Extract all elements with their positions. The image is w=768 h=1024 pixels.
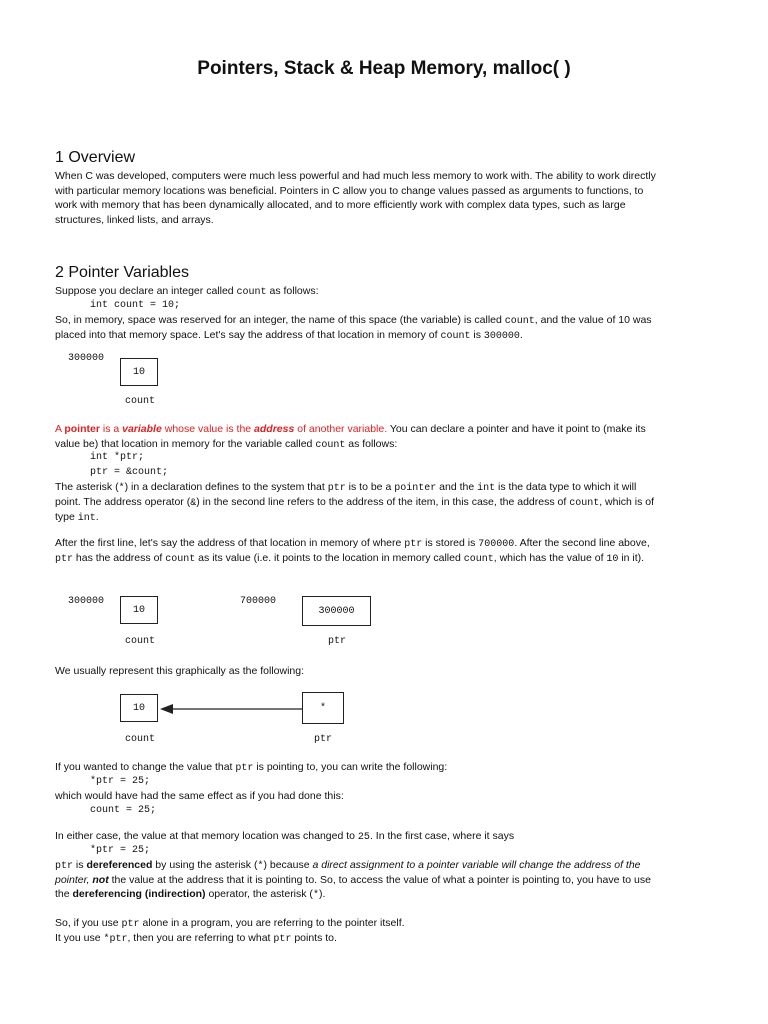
definition-term-pointer: pointer [64,423,100,435]
paragraph-text: After the first line, let's say the address of that location in memory of where [55,537,405,549]
diagram2-ptr-box: 300000 [302,596,371,626]
code-line: int *ptr; [90,452,145,464]
definition-text: whose value is the [161,423,255,435]
inline-code: 10 [606,553,619,565]
inline-code: ptr [121,919,140,930]
overview-paragraph [55,169,715,227]
paragraph-text: . In the first case, where it says [369,830,515,842]
italic-text: pointer, [55,873,93,886]
paragraph-text: is [73,859,87,872]
paragraph-text: is to be a [345,481,395,494]
paragraph-text: In either case, the value at that memory location was changed to [55,830,358,842]
intro-text: Suppose you declare an integer called [55,285,237,297]
paragraph-text: is [470,328,484,341]
paragraph-text: ) because [263,859,313,872]
paragraph-text: and the [436,481,478,494]
diagram2-ptr-address: 700000 [240,596,277,607]
inline-code: count [569,497,600,509]
definition-term-address: address [254,423,295,435]
inline-code: 700000 [478,539,515,550]
bold-italic-term: not [92,873,109,886]
definition-text: of another variable. [294,423,388,435]
intro-text-end: as follows: [266,285,319,297]
final-paragraph [55,916,715,945]
paragraph-text: type [55,510,78,523]
code-line: *ptr = 25; [90,775,151,787]
paragraph-text: operator, the asterisk ( [205,888,313,901]
inline-code: ptr [55,553,74,565]
paragraph-text: points to. [291,931,337,944]
paragraph-text: If you wanted to change the value that [55,761,236,773]
either-paragraph [55,829,715,902]
paragraph-text: , which has the value of [493,551,607,564]
inline-code: ptr [235,763,254,774]
diagram2-count-address: 300000 [68,596,105,607]
overview-line: structures, linked lists, and arrays. [55,213,214,226]
definition-text: A [55,423,65,435]
definition-text: is a [99,423,123,435]
inline-code: count [315,439,346,451]
bold-term: dereferencing (indirection) [72,888,206,901]
diagram3-count-box: 10 [120,694,158,722]
paragraph-text: is pointing to, you can write the following: [253,761,448,773]
paragraph-text: as follows: [345,437,398,450]
paragraph-text: ). [318,888,326,901]
bold-term: dereferenced [86,859,153,872]
inline-code: 300000 [483,330,520,342]
paragraph-text: has the address of [73,551,166,564]
diagram1-count-label: count [125,396,156,407]
inline-code: int [77,512,96,524]
italic-text: a direct assignment to a pointer variable will change the address of the [312,859,641,872]
paragraph-text: is the data type to which it will [495,481,637,494]
inline-code: *ptr [103,933,128,945]
paragraph-text: as its value (i.e. it points to the location in memory called [195,551,464,564]
overview-line: with particular memory locations was beneficial. Pointers in C allow you to change values passed as arguments to functions, to [55,184,644,197]
intro-paragraph [55,284,715,342]
inline-code: * [118,483,125,495]
section-overview-heading: 1 Overview [55,149,136,166]
inline-code: & [190,497,197,509]
inline-code: pointer [394,483,437,495]
section-pointer-variables-heading: 2 Pointer Variables [55,264,189,281]
usually-text: We usually represent this graphically as the following: [55,665,305,677]
paragraph-text: , and the value of 10 was [534,314,652,327]
paragraph-text: ) in the second line refers to the address of the item, in this case, the address of [196,495,570,508]
paragraph-text: the value at the address that it is pointing to. So, to access the value of what a pointer is pointing to, you have to use [108,873,651,886]
paragraph-text: the [55,888,73,901]
inline-code: 25 [357,832,370,843]
inline-code: ptr [273,933,292,945]
paragraph-text: , which is of [599,495,655,508]
paragraph-text: So, in memory, space was reserved for an integer, the name of this space (the variable) is called [55,314,505,327]
change-paragraph [55,760,715,818]
pointer-arrow [158,700,304,718]
paragraph-text: which would have had the same effect as if you had done this: [55,790,344,803]
diagram2-ptr-label: ptr [328,636,347,647]
diagram3-ptr-label: ptr [314,734,333,745]
paragraph-text: ) in a declaration defines to the system that [124,481,328,494]
inline-code: count [236,287,267,298]
inline-code: int [477,483,496,495]
inline-code: ptr [327,483,346,495]
paragraph-text: . [519,328,523,341]
paragraph-text: So, if you use [55,917,122,929]
paragraph-text: value be) that location in memory for the variable called [55,437,316,450]
paragraph-text: point. The address operator ( [55,495,191,508]
diagram1-address: 300000 [68,353,105,364]
paragraph-text: You can declare a pointer and have it point to (make its [387,423,646,435]
inline-code: count [440,330,471,342]
inline-code: * [312,890,319,902]
diagram3-count-label: count [125,734,156,745]
inline-code: ptr [404,539,423,550]
paragraph-text: . [95,510,99,523]
paragraph-text: It you use [55,931,104,944]
inline-code: count [165,553,196,565]
code-line: count = 25; [90,804,157,816]
paragraph-text: . After the second line above, [514,537,650,549]
diagram2-count-box: 10 [120,596,158,624]
inline-code: * [257,861,264,873]
paragraph-text: is stored is [422,537,479,549]
after-paragraph [55,536,715,565]
page-title: Pointers, Stack & Heap Memory, malloc( ) [197,58,571,79]
inline-code: ptr [55,861,74,873]
overview-line: When C was developed, computers were much less powerful and had much less memory to work with. The ability to work directly [55,170,656,182]
inline-code: count [504,316,535,328]
diagram1-count-box: 10 [120,358,158,386]
overview-line: work with memory that has been dynamically allocated, and to more efficiently work with complex data types, such as large [55,199,626,212]
paragraph-text: by using the asterisk ( [152,859,258,872]
code-line: ptr = &count; [90,466,169,478]
paragraph-text: , then you are referring to what [127,931,274,944]
paragraph-text: The asterisk ( [55,481,119,494]
code-declaration: int count = 10; [90,299,181,311]
inline-code: count [463,553,494,565]
definition-paragraph [55,422,715,524]
code-line: *ptr = 25; [90,844,151,856]
diagram3-ptr-box: * [302,692,344,724]
paragraph-text: placed into that memory space. Let's say the address of that location in memory of [55,328,441,341]
definition-term-variable: variable [122,423,162,435]
paragraph-text: in it). [618,551,645,564]
paragraph-text: alone in a program, you are referring to the pointer itself. [139,917,405,929]
diagram2-count-label: count [125,636,156,647]
